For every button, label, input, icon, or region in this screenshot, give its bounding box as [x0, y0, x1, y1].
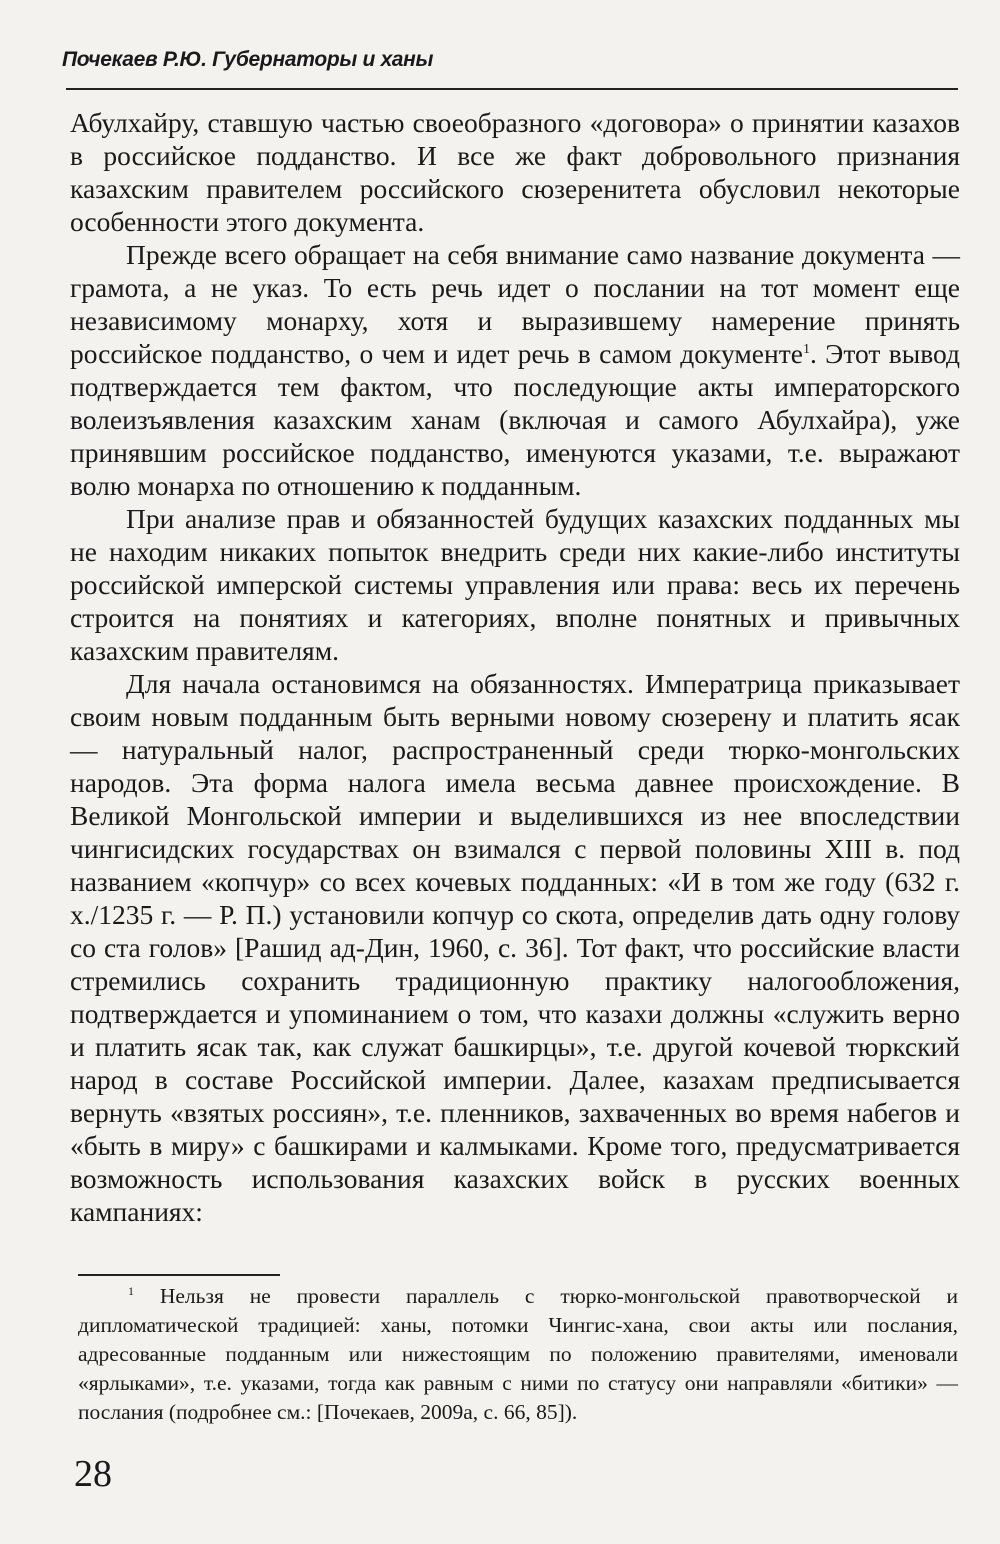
footnote-text: Нельзя не провести параллель с тюрко-монгольской правотворческой и дипломатической традицией: ханы, потомки Чингис-хана, свои акты или послания, адресованные подданным или нижестоящим по положению правителями, именовали «ярлыками», т.е. указами, тогда как равным с ними по статусу они направляли «битики» — послания (подробнее см.: [Почекаев, 2009а, с. 66, 85]). [78, 1284, 958, 1424]
paragraph-2-text: Прежде всего обращает на себя внимание само название документа — грамота, а не указ. То есть речь идет о послании на тот момент еще независимому монарху, хотя и выразившему намерение принять российское подданство, о чем и идет речь в самом документе [70, 239, 960, 369]
paragraph-1: Абулхайру, ставшую частью своеобразного «договора» о принятии казахов в российское подданство. И все же факт добровольного признания казахским правителем российского сюзеренитета обусловил некоторые особенности этого документа. [70, 107, 960, 237]
header-rule [66, 88, 958, 90]
paragraph-3: При анализе прав и обязанностей будущих казахских подданных мы не находим никаких попыток внедрить среди них какие-либо институты российской имперской системы управления или права: весь их перечень строится на понятиях и категориях, вполне понятных и привычных казахским правителям. [70, 503, 960, 666]
footnote-reference: 1 [802, 341, 810, 357]
page-number: 28 [74, 1453, 112, 1495]
paragraph-2-text-rest: . Этот вывод подтверждается тем фактом, что последующие акты императорского волеизъявления казахским ханам (включая и самого Абулхайра), уже принявшим российское подданство, именуются указами, т.е. выражают волю монарха по отношению к подданным. [70, 338, 960, 501]
running-head: Почекаев Р.Ю. Губернаторы и ханы [62, 48, 434, 71]
footnote-marker: 1 [128, 1283, 134, 1298]
footnote [78, 1282, 958, 1427]
paragraph-2 [70, 238, 960, 502]
paragraph-4: Для начала остановимся на обязанностях. Императрица приказывает своим новым подданным быть верными новому сюзерену и платить ясак — натуральный налог, распространенный среди тюрко-монгольских народов. Эта форма налога имела весьма давнее происхождение. В Великой Монгольской империи и выделившихся из нее впоследствии чингисидских государствах он взимался с первой половины XIII в. под названием «копчур» со всех кочевых подданных: «И в том же году (632 г. х./1235 г. — Р. П.) установили копчур со скота, определив дать одну голову со ста голов» [Рашид ад-Дин, 1960, с. 36]. Тот факт, что российские власти стремились сохранить традиционную практику налогообложения, подтверждается и упоминанием о том, что казахи должны «служить верно и платить ясак так, как служат башкирцы», т.е. другой кочевой тюркский народ в составе Российской империи. Далее, казахам предписывается вернуть «взятых россиян», т.е. пленников, захваченных во время набегов и «быть в миру» с башкирами и калмыками. Кроме того, предусматривается возможность использования казахских войск в русских военных кампаниях: [70, 668, 960, 1227]
main-text [70, 106, 960, 1228]
footnote-rule [78, 1274, 280, 1276]
